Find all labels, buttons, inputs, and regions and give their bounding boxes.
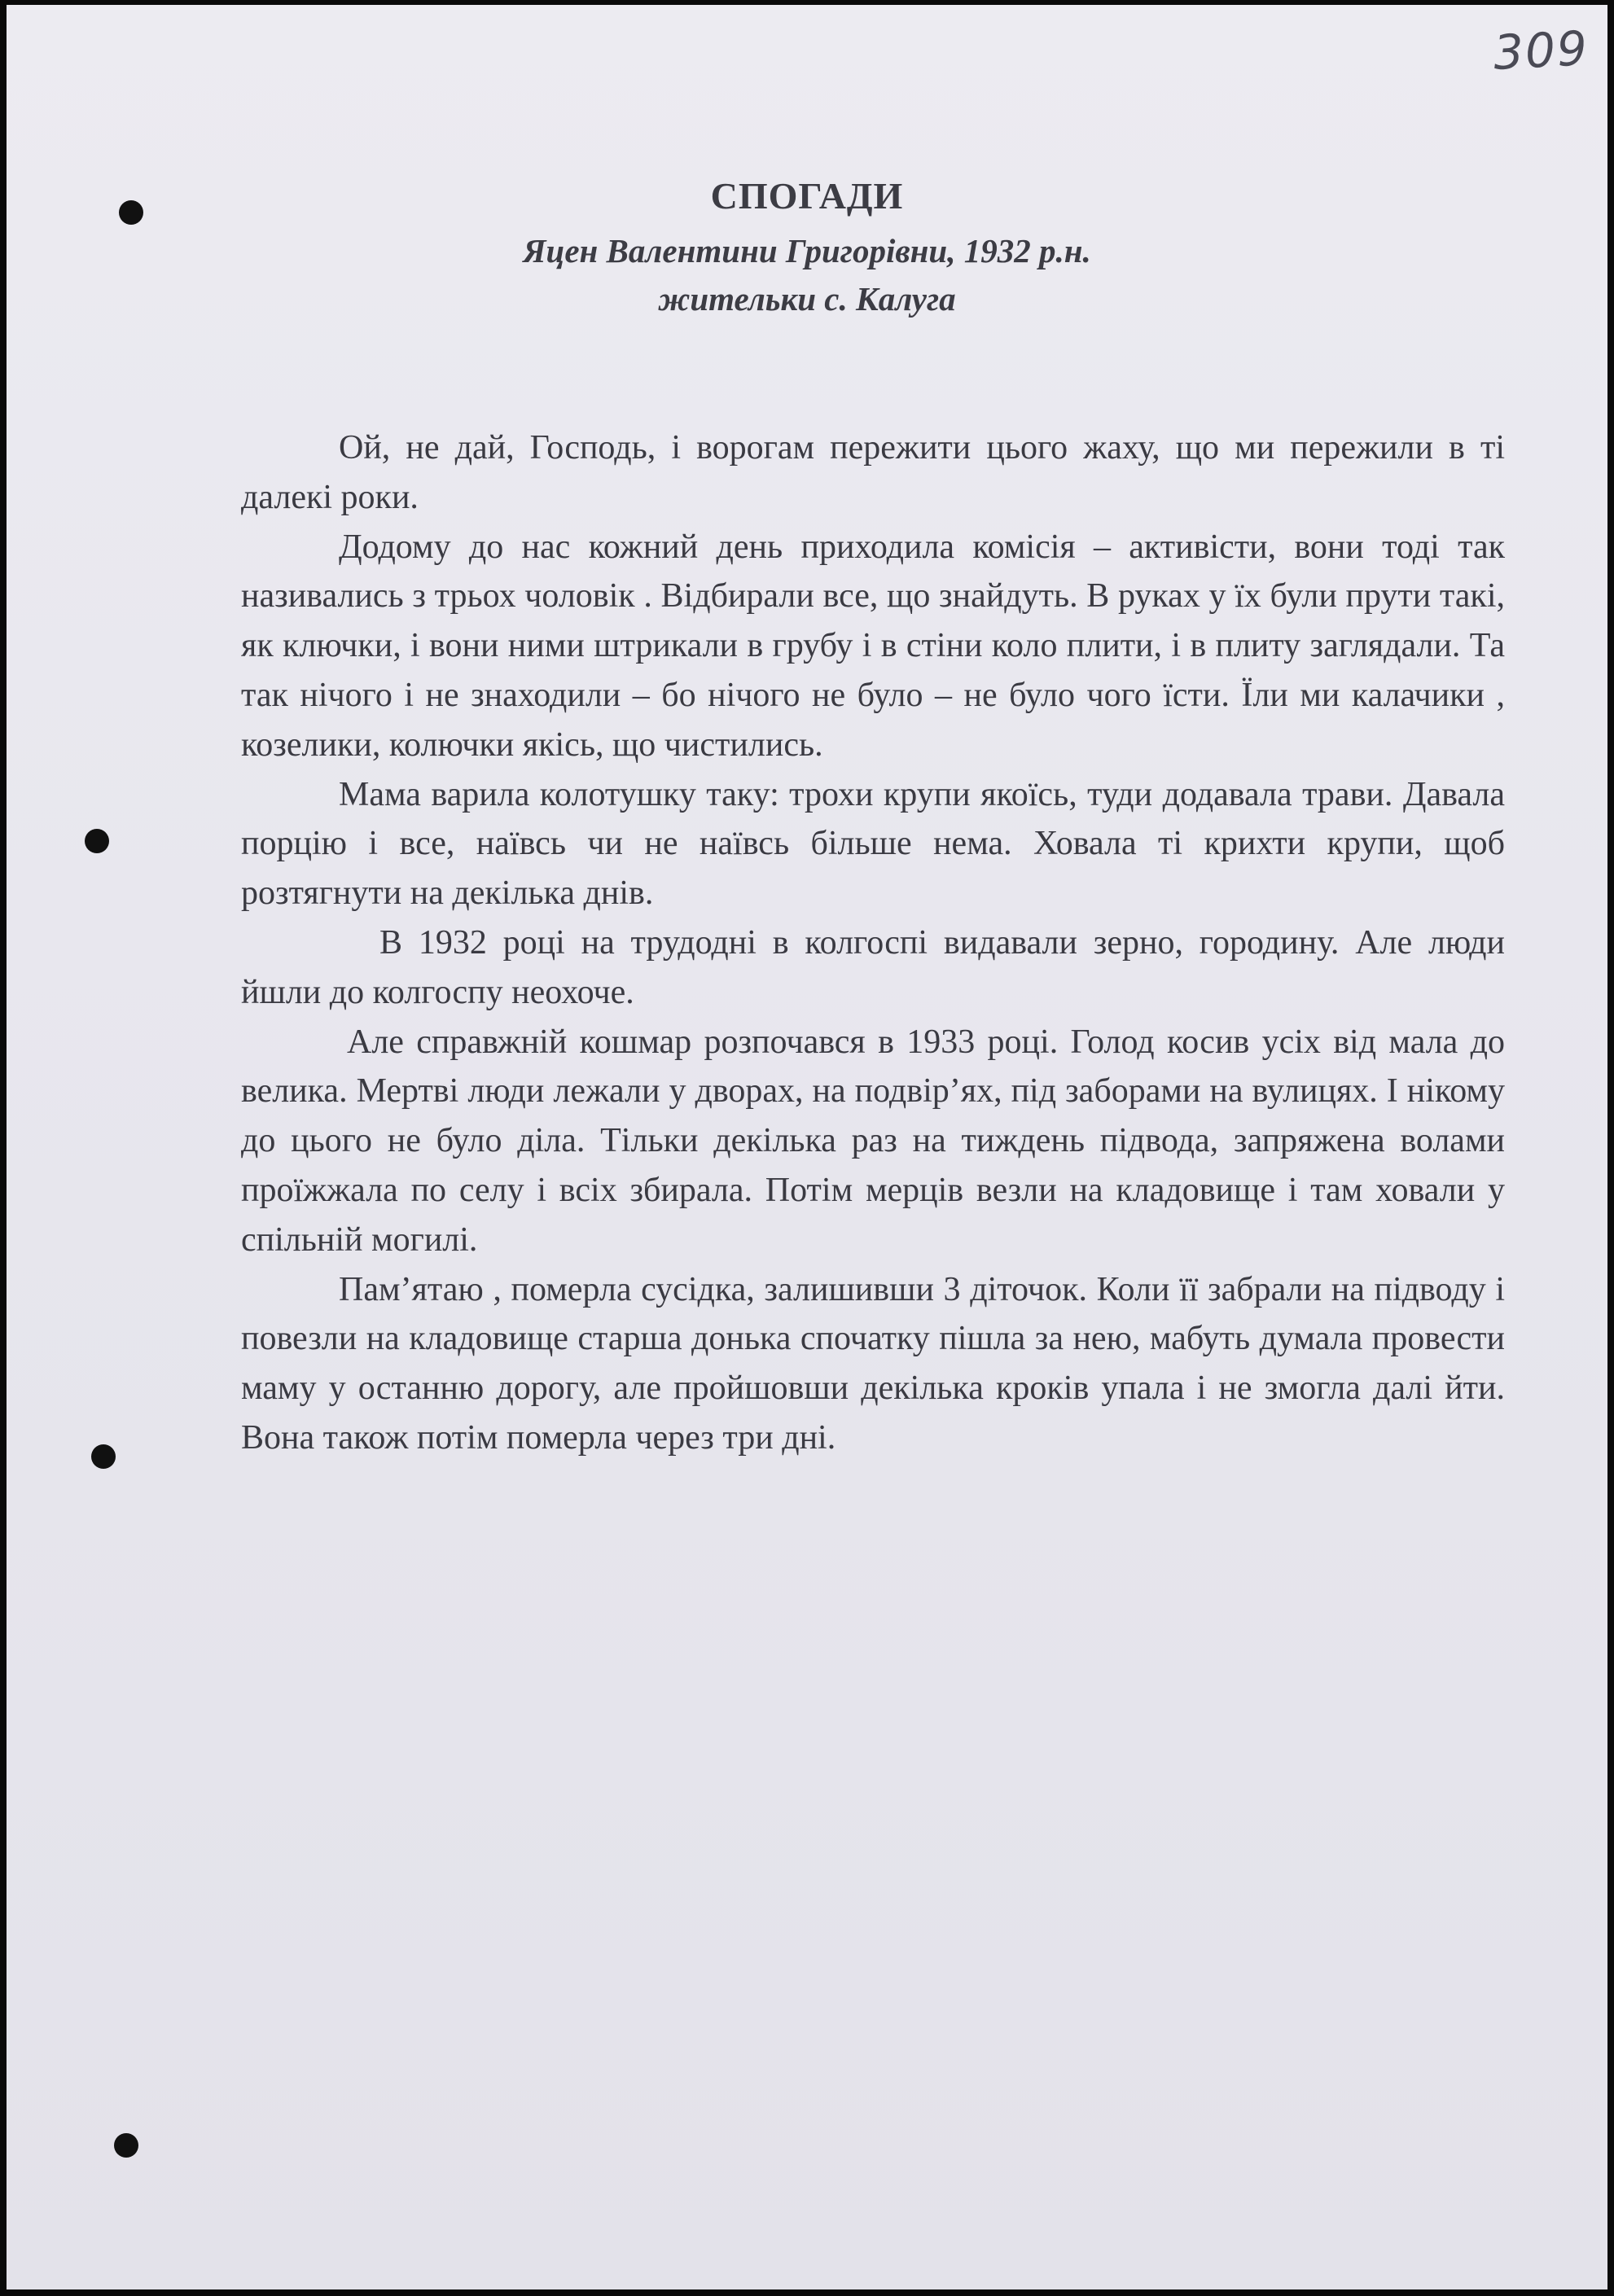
document-page	[7, 5, 1607, 2289]
paragraph: В 1932 році на трудодні в колгоспі видавали зерно, городину. Але люди йшли до колгоспу неохоче.	[241, 923, 1505, 1011]
paragraph: Ой, не дай, Господь, і ворогам пережити цього жаху, що ми пережили в ті далекі роки.	[241, 429, 1505, 516]
document-body	[241, 423, 1505, 1463]
paragraph: Але справжній кошмар розпочався в 1933 році. Голод косив усіх від мала до велика. Мертві люди лежали у дворах, на подвір’ях, під заборами на вулицях. І нікому до цього не було діла. Тільки декілька раз на тиждень підвода, запряжена волами проїжжала по селу і всіх збирала. Потім мерців везли на кладовище і там ховали у спільній могилі.	[241, 1023, 1505, 1259]
document-subtitle-residence: жительки с. Калуга	[658, 280, 956, 318]
document-title: СПОГАДИ	[710, 175, 904, 217]
document-subtitle-author: Яцен Валентини Григорівни, 1932 р.н.	[523, 232, 1091, 269]
binder-hole	[85, 829, 109, 853]
paragraph: Додому до нас кожний день приходила комісія – активісти, вони тоді так називались з трьох чоловік . Відбирали все, що знайдуть. В руках у їх були прути такі, як ключки, і вони ними штрикали в грубу і в стіни коло плити, і в плиту заглядали. Та так нічого і не знаходили – бо нічого не було – не було чого їсти. Їли ми калачики , козелики, колючки якісь, що чистились.	[241, 528, 1505, 764]
paragraph: Пам’ятаю , померла сусідка, залишивши 3 діточок. Коли її забрали на підводу і повезли на кладовище старша донька спочатку пішла за нею, мабуть думала провести маму у останню дорогу, але пройшовши декілька кроків упала і не змогла далі йти. Вона також потім померла через три дні.	[241, 1270, 1505, 1457]
binder-hole	[114, 2133, 138, 2158]
paragraph: Мама варила колотушку таку: трохи крупи якоїсь, туди додавала трави. Давала порцію і все, наївсь чи не наївсь більше нема. Ховала ті крихти крупи, щоб розтягнути на декілька днів.	[241, 775, 1505, 913]
binder-hole	[91, 1444, 116, 1469]
handwritten-page-number: 309	[1492, 20, 1590, 81]
